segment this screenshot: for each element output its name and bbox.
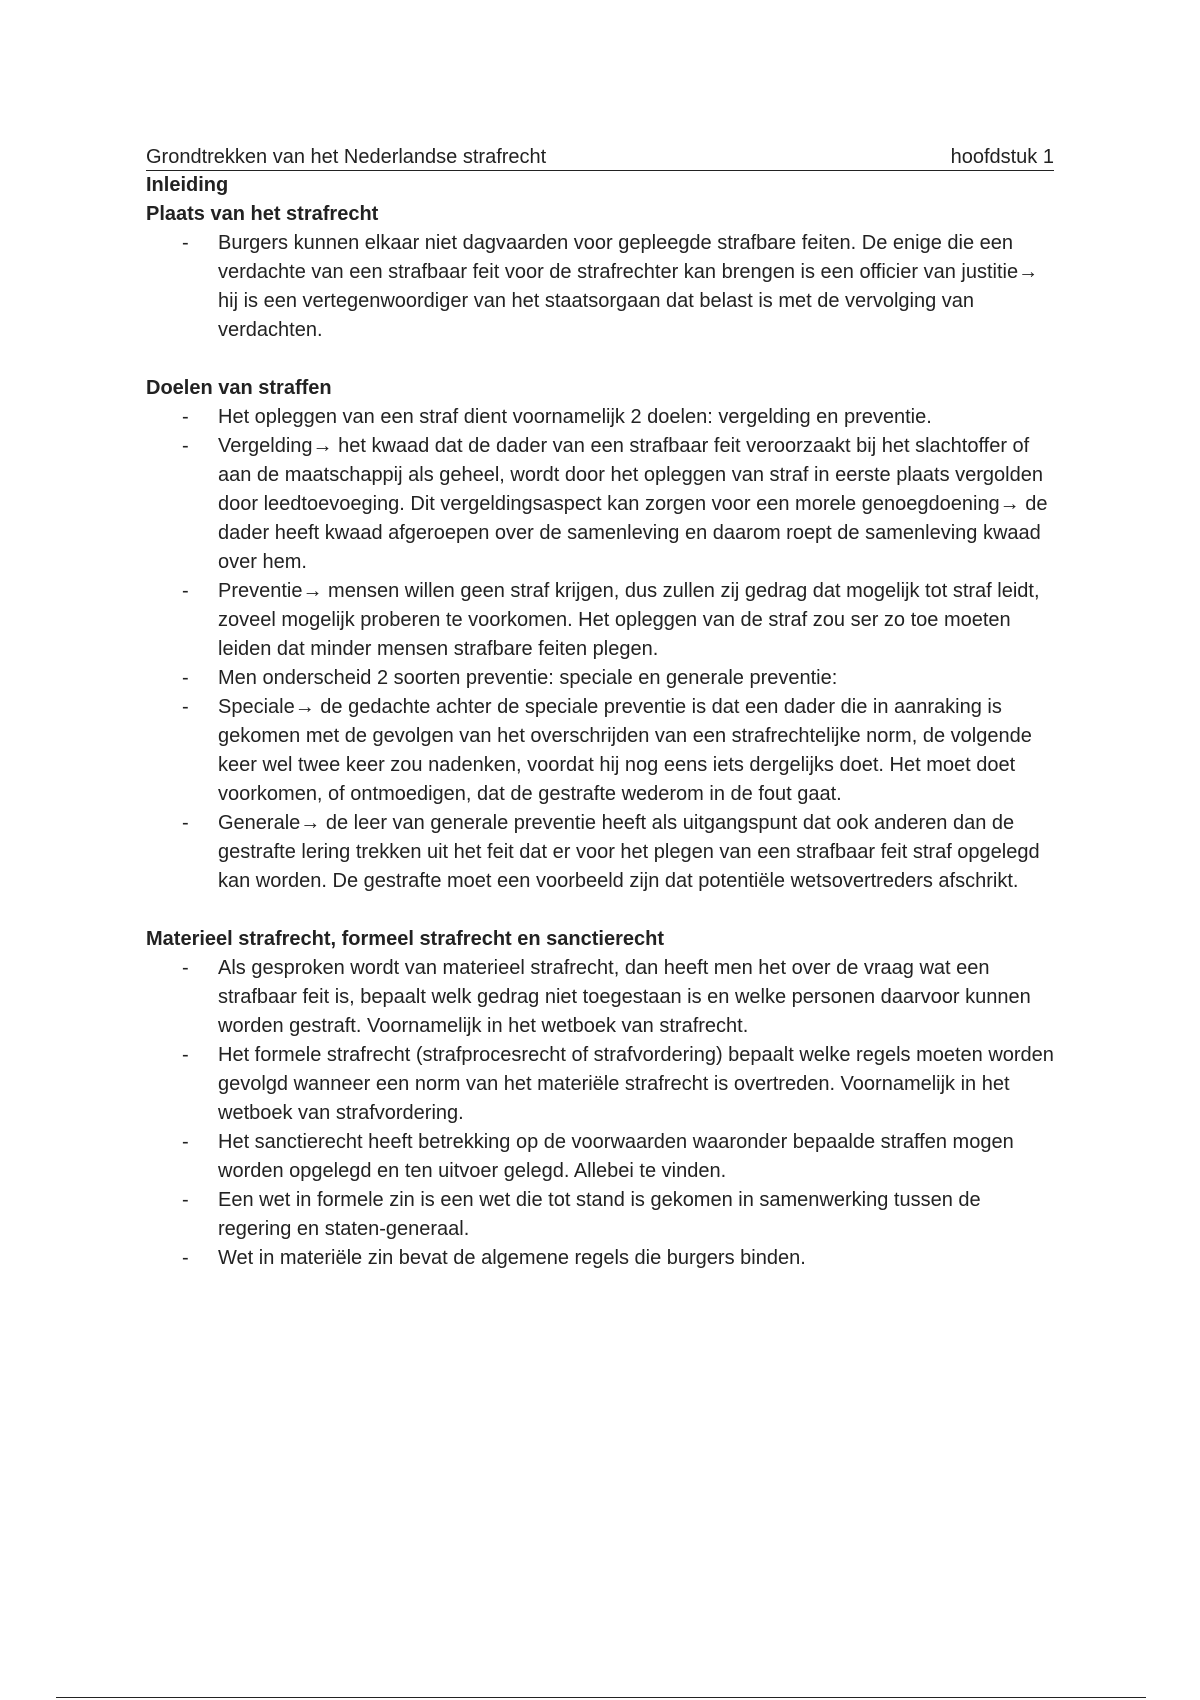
section-heading: Plaats van het strafrecht [146, 203, 379, 225]
list-item: - Een wet in formele zin is een wet die tot stand is gekomen in samenwerking tussen de regering en staten-generaal. [146, 1186, 1054, 1244]
bullet-dash: - [182, 1131, 189, 1153]
list-item: - Men onderscheid 2 soorten preventie: speciale en generale preventie: [146, 664, 1054, 693]
list-item: - Vergelding→ het kwaad dat de dader van een strafbaar feit veroorzaakt bij het slachtoffer of aan de maatschappij als geheel, wordt door het opleggen van straf in eerste plaats vergolden door leedtoevoeging. Dit vergeldingsaspect kan zorgen voor een morele genoegdoening→ de dader heeft kwaad afgeroepen over de samenleving en daarom roept de samenleving kwaad over hem. [146, 432, 1054, 577]
bullet-list [146, 954, 1054, 1273]
document-title: Grondtrekken van het Nederlandse strafrecht [146, 146, 547, 168]
bullet-dash: - [182, 957, 189, 979]
section-doelen [146, 374, 1054, 896]
list-item: - Het sanctierecht heeft betrekking op de voorwaarden waaronder bepaalde straffen mogen worden opgelegd en ten uitvoer gelegd. Allebei te vinden. [146, 1128, 1054, 1186]
bullet-list [146, 403, 1054, 896]
bullet-dash: - [182, 1189, 189, 1211]
section-heading: Doelen van straffen [146, 377, 332, 399]
list-item: - Wet in materiële zin bevat de algemene regels die burgers binden. [146, 1244, 1054, 1273]
section-materieel [146, 925, 1054, 1273]
list-item: - Burgers kunnen elkaar niet dagvaarden voor gepleegde strafbare feiten. De enige die een verdachte van een strafbaar feit voor de strafrechter kan brengen is een officier van justitie→ hij is een vertegenwoordiger van het staatsorgaan dat belast is met de vervolging van verdachten. [146, 229, 1054, 345]
chapter-label: hoofdstuk 1 [950, 146, 1054, 168]
bullet-dash: - [182, 232, 189, 254]
bullet-dash: - [182, 406, 189, 428]
list-item: - Het opleggen van een straf dient voornamelijk 2 doelen: vergelding en preventie. [146, 403, 1054, 432]
intro-heading: Inleiding [146, 174, 229, 196]
bullet-dash: - [182, 435, 189, 457]
list-item: - Speciale→ de gedachte achter de speciale preventie is dat een dader die in aanraking is gekomen met de gevolgen van het overschrijden van een strafrechtelijke norm, de volgende keer wel twee keer zou nadenken, voordat hij nog eens iets dergelijks doet. Het moet doet voorkomen, of ontmoedigen, dat de gestrafte wederom in de fout gaat. [146, 693, 1054, 809]
section-heading: Materieel strafrecht, formeel strafrecht en sanctierecht [146, 928, 664, 950]
footer-divider [56, 1697, 1146, 1698]
list-item: - Preventie→ mensen willen geen straf krijgen, dus zullen zij gedrag dat mogelijk tot straf leidt, zoveel mogelijk proberen te voorkomen. Het opleggen van de straf zou ser zo toe moeten leiden dat minder mensen strafbare feiten plegen. [146, 577, 1054, 664]
section-plaats [146, 200, 1054, 345]
bullet-dash: - [182, 696, 189, 718]
list-item: - Als gesproken wordt van materieel strafrecht, dan heeft men het over de vraag wat een strafbaar feit is, bepaalt welk gedrag niet toegestaan is en welke personen daarvoor kunnen worden gestraft. Voornamelijk in het wetboek van strafrecht. [146, 954, 1054, 1041]
list-item: - Het formele strafrecht (strafprocesrecht of strafvordering) bepaalt welke regels moeten worden gevolgd wanneer een norm van het materiële strafrecht is overtreden. Voornamelijk in het wetboek van strafvordering. [146, 1041, 1054, 1128]
bullet-dash: - [182, 580, 189, 602]
page-header [146, 144, 1054, 171]
bullet-list [146, 229, 1054, 345]
bullet-dash: - [182, 667, 189, 689]
document-page [146, 144, 1054, 1302]
bullet-dash: - [182, 1044, 189, 1066]
bullet-dash: - [182, 812, 189, 834]
bullet-dash: - [182, 1247, 189, 1269]
list-item: - Generale→ de leer van generale preventie heeft als uitgangspunt dat ook anderen dan de gestrafte lering trekken uit het feit dat er voor het plegen van een strafbaar feit straf opgelegd kan worden. De gestrafte moet een voorbeeld zijn dat potentiële wetsovertreders afschrikt. [146, 809, 1054, 896]
